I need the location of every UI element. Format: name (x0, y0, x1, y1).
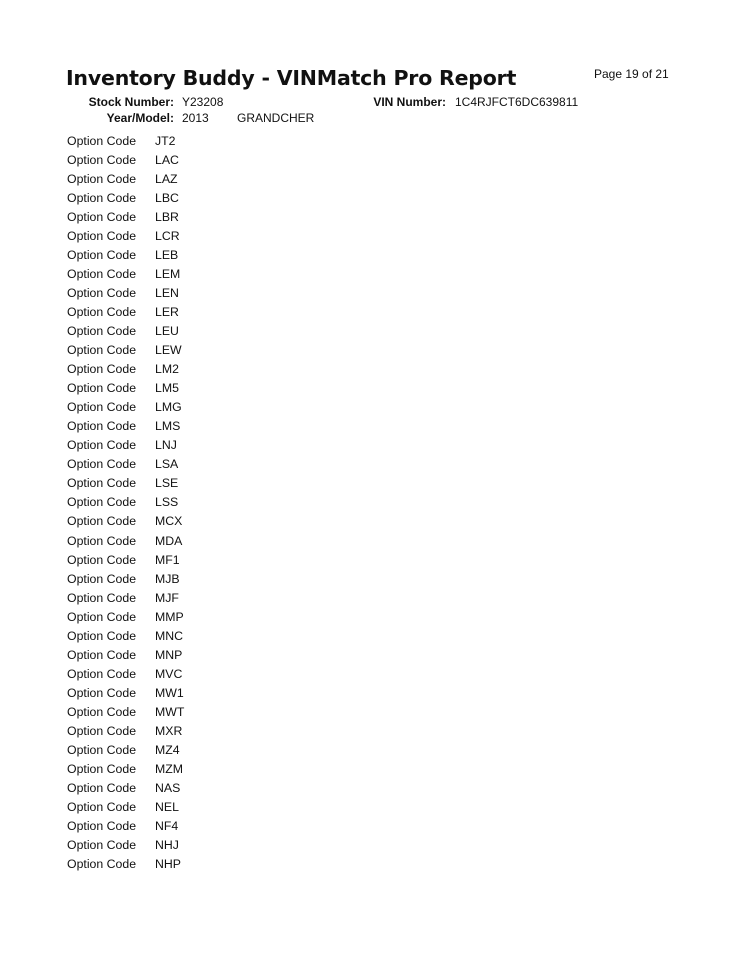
option-code-value: LEB (155, 247, 179, 262)
option-row (67, 779, 184, 798)
vin-number-label: VIN Number: (373, 95, 446, 109)
option-row (67, 588, 184, 607)
option-code-value: MDA (155, 533, 183, 548)
option-code-label: Option Code (67, 533, 137, 548)
option-code-value: LER (155, 304, 179, 319)
option-code-label: Option Code (67, 266, 137, 281)
option-code-label: Option Code (67, 476, 137, 491)
option-code-value: MNC (155, 628, 184, 643)
option-code-value: LMG (155, 400, 182, 415)
option-code-value: LEM (155, 266, 181, 281)
option-row (67, 607, 184, 626)
option-code-value: LM5 (155, 381, 179, 396)
option-code-value: LSS (155, 495, 179, 510)
option-code-value: LEW (155, 343, 182, 358)
option-row (67, 741, 184, 760)
option-code-value: MNP (155, 647, 183, 662)
option-code-value: MWT (155, 704, 185, 719)
option-code-label: Option Code (67, 781, 137, 796)
option-code-value: MXR (155, 723, 183, 738)
option-code-value: MVC (155, 666, 183, 681)
option-row (67, 550, 184, 569)
option-row (67, 760, 184, 779)
option-code-label: Option Code (67, 152, 137, 167)
option-code-value: MCX (155, 514, 183, 529)
option-code-value: MW1 (155, 685, 184, 700)
option-row (67, 302, 184, 321)
option-code-label: Option Code (67, 609, 137, 624)
option-code-value: NHP (155, 857, 181, 872)
option-code-value: LNJ (155, 438, 177, 453)
option-row (67, 702, 184, 721)
option-code-label: Option Code (67, 838, 137, 853)
option-code-value: LSA (155, 457, 179, 472)
option-code-label: Option Code (67, 819, 137, 834)
option-code-label: Option Code (67, 323, 137, 338)
option-row (67, 645, 184, 664)
option-row (67, 798, 184, 817)
option-row (67, 226, 184, 245)
option-code-label: Option Code (67, 438, 137, 453)
option-code-value: LM2 (155, 362, 179, 377)
option-row (67, 836, 184, 855)
option-code-label: Option Code (67, 704, 137, 719)
option-row (67, 436, 184, 455)
option-code-value: LBR (155, 209, 179, 224)
option-code-label: Option Code (67, 171, 137, 186)
year-model-label: Year/Model: (106, 111, 174, 125)
option-row (67, 188, 184, 207)
option-code-label: Option Code (67, 495, 137, 510)
report-title: Inventory Buddy - VINMatch Pro Report (66, 66, 517, 90)
option-row (67, 417, 184, 436)
option-code-label: Option Code (67, 628, 137, 643)
option-code-label: Option Code (67, 228, 137, 243)
option-code-value: NF4 (155, 819, 179, 834)
option-row (67, 455, 184, 474)
option-code-label: Option Code (67, 743, 137, 758)
option-row (67, 321, 184, 340)
option-code-value: NHJ (155, 838, 179, 853)
option-code-label: Option Code (67, 400, 137, 415)
option-row (67, 379, 184, 398)
option-code-value: MF1 (155, 552, 180, 567)
option-code-label: Option Code (67, 343, 137, 358)
option-code-label: Option Code (67, 133, 137, 148)
option-code-value: LSE (155, 476, 179, 491)
option-code-label: Option Code (67, 762, 137, 777)
option-code-value: LCR (155, 228, 180, 243)
option-code-label: Option Code (67, 419, 137, 434)
option-code-value: LEU (155, 323, 179, 338)
option-code-label: Option Code (67, 304, 137, 319)
option-code-value: JT2 (155, 133, 176, 148)
option-row (67, 360, 184, 379)
option-row (67, 683, 184, 702)
option-code-label: Option Code (67, 285, 137, 300)
vin-number-value: 1C4RJFCT6DC639811 (455, 95, 579, 109)
option-code-label: Option Code (67, 552, 137, 567)
option-code-value: LEN (155, 285, 179, 300)
option-code-label: Option Code (67, 514, 137, 529)
option-row (67, 664, 184, 683)
option-code-value: LAC (155, 152, 179, 167)
option-row (67, 131, 184, 150)
page-number: Page 19 of 21 (594, 67, 669, 81)
option-row (67, 398, 184, 417)
option-code-label: Option Code (67, 362, 137, 377)
option-row (67, 245, 184, 264)
option-code-label: Option Code (67, 590, 137, 605)
option-code-value: NAS (155, 781, 181, 796)
stock-number-label: Stock Number: (88, 95, 174, 109)
option-row (67, 341, 184, 360)
option-row (67, 569, 184, 588)
option-code-label: Option Code (67, 685, 137, 700)
option-code-value: MJB (155, 571, 180, 586)
option-row (67, 493, 184, 512)
model-value: GRANDCHER (237, 111, 315, 125)
option-row (67, 721, 184, 740)
year-value: 2013 (182, 111, 209, 125)
option-code-label: Option Code (67, 857, 137, 872)
option-row (67, 531, 184, 550)
option-code-value: MMP (155, 609, 184, 624)
option-code-label: Option Code (67, 457, 137, 472)
option-code-value: LAZ (155, 171, 178, 186)
option-row (67, 817, 184, 836)
option-row (67, 207, 184, 226)
option-code-label: Option Code (67, 190, 137, 205)
option-row (67, 150, 184, 169)
option-row (67, 512, 184, 531)
option-code-value: MJF (155, 590, 179, 605)
option-row (67, 855, 184, 874)
option-code-label: Option Code (67, 800, 137, 815)
option-code-value: LMS (155, 419, 181, 434)
option-code-label: Option Code (67, 209, 137, 224)
option-code-label: Option Code (67, 571, 137, 586)
option-code-label: Option Code (67, 723, 137, 738)
stock-number-value: Y23208 (182, 95, 224, 109)
option-code-label: Option Code (67, 247, 137, 262)
option-row (67, 264, 184, 283)
option-code-label: Option Code (67, 647, 137, 662)
option-code-value: NEL (155, 800, 179, 815)
option-row (67, 169, 184, 188)
option-row (67, 626, 184, 645)
option-row (67, 474, 184, 493)
option-code-label: Option Code (67, 666, 137, 681)
option-code-list (67, 131, 184, 874)
option-code-value: MZM (155, 762, 183, 777)
option-code-label: Option Code (67, 381, 137, 396)
option-code-value: MZ4 (155, 743, 180, 758)
option-code-value: LBC (155, 190, 179, 205)
option-row (67, 283, 184, 302)
